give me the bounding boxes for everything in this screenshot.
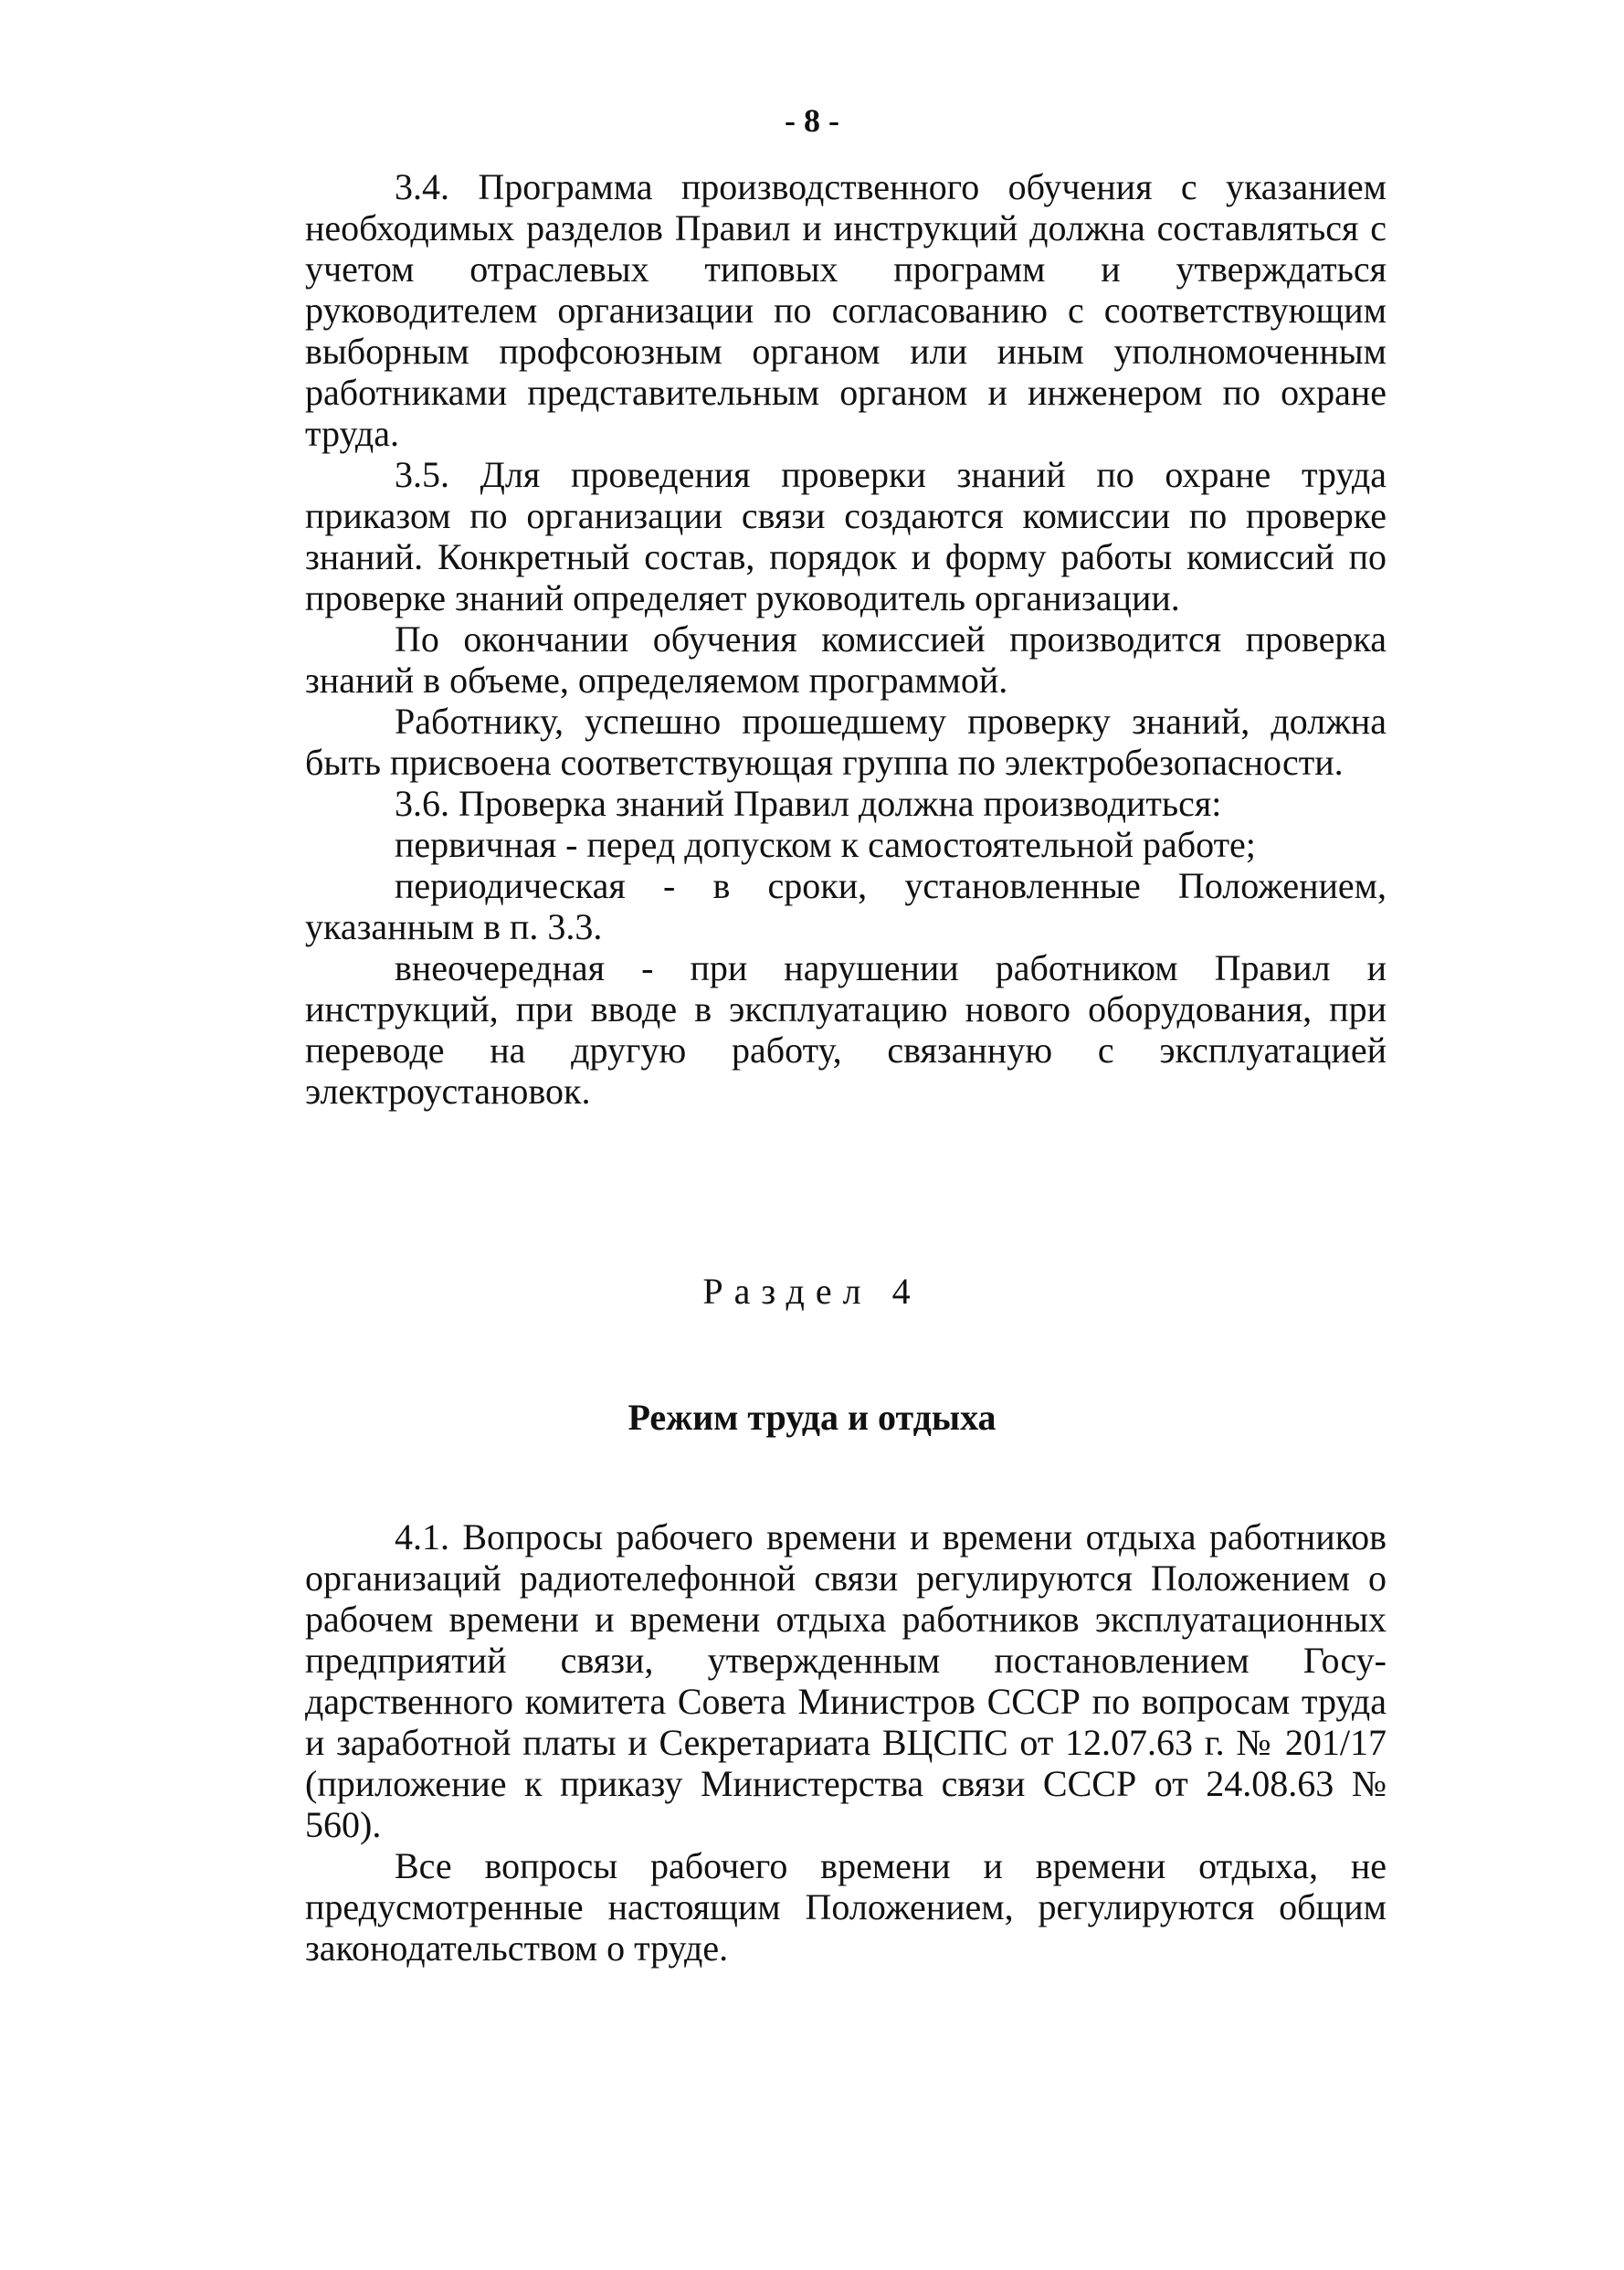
section-3-block xyxy=(305,166,1387,1112)
paragraph-3-6-primary: первичная - перед допуском к самостоятельной работе; xyxy=(395,824,1256,865)
paragraph-3-5-check: По окончании обучения комиссией производится проверка знаний в объеме, определяемом программой. xyxy=(305,618,1387,701)
paragraph-3-6-extraordinary: внеочередная - при нарушении работником Правил и инструкций, при вводе в эксплуатацию нового оборудования, при переводе на другую работу, связанную с эксплуатацией электроустановок. xyxy=(305,947,1387,1112)
section-4-block xyxy=(305,1516,1387,1969)
paragraph-3-6: 3.6. Проверка знаний Правил должна производиться: xyxy=(395,783,1222,824)
paragraph-3-4: 3.4. Программа производственного обучения с указанием необходимых разделов Правил и инструкций должна составляться с учетом отраслевых типовых программ и утверждаться руководителем организации по согласованию с соответствующим выборным профсоюзным органом или иным уполномоченным работниками представительным органом и инженером по охране труда. xyxy=(305,166,1387,454)
paragraph-4-1-general: Все вопросы рабочего времени и времени отдыха, не предусмотренные настоящим Положением, регулируются общим законодательством о труде. xyxy=(305,1845,1387,1969)
paragraph-3-5-group: Работнику, успешно прошедшему проверку знаний, должна быть присвоена соответствующая группа по электробезопасности. xyxy=(305,701,1387,783)
section-4-title: Раздел 4 xyxy=(702,1271,922,1312)
paragraph-4-1: 4.1. Вопросы рабочего времени и времени отдыха работников организаций радиотелефонной связи регулируются Положением о рабочем времени и времени отдыха работников эксплуатационных предприятий связи, утвержденным постановлением Госу-дарственного комитета Совета Министров СССР по вопросам труда и заработной платы и Секретариата ВЦСПС от 12.07.63 г. № 201/17 (приложение к приказу Министерства связи СССР от 24.08.63 № 560). xyxy=(305,1516,1387,1845)
paragraph-3-5: 3.5. Для проведения проверки знаний по охране труда приказом по организации связи создаются комиссии по проверке знаний. Конкретный состав, порядок и форму работы комиссий по проверке знаний определяет руководитель организации. xyxy=(305,454,1387,618)
paragraph-3-6-periodic: периодическая - в сроки, установленные Положением, указанным в п. 3.3. xyxy=(305,865,1387,947)
section-4-heading: Режим труда и отдыха xyxy=(627,1397,997,1438)
page-number: - 8 - xyxy=(785,102,839,139)
